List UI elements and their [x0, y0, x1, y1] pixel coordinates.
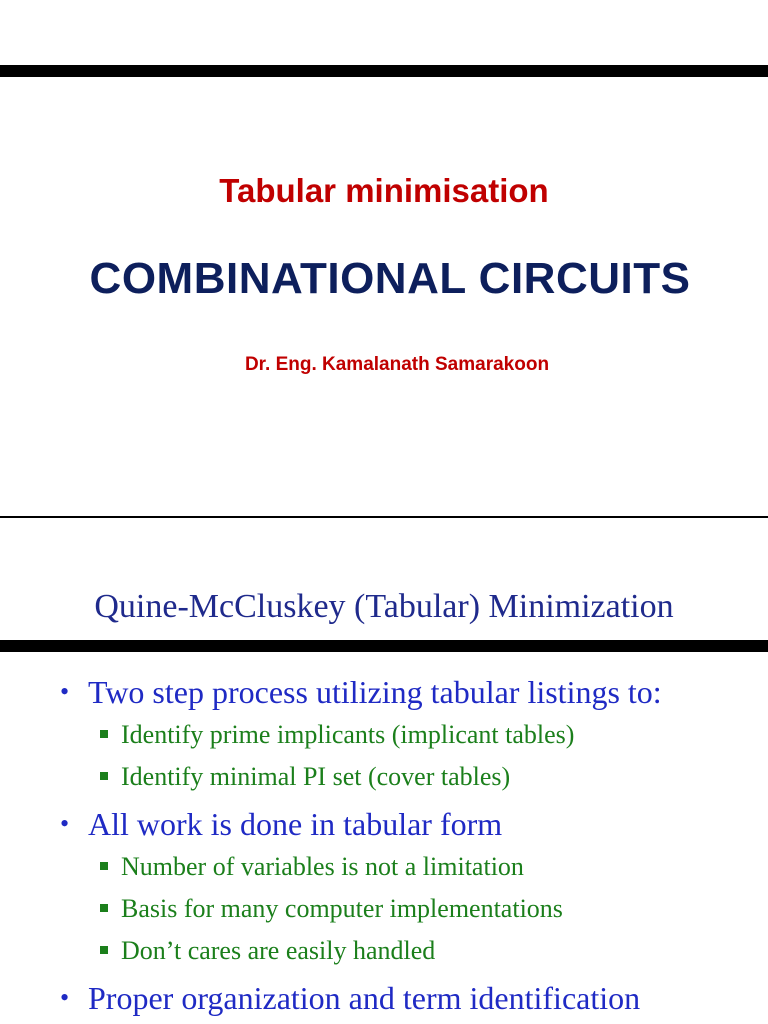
square-bullet-icon: [100, 904, 108, 912]
sub-bullet-item: [0, 846, 768, 888]
sub-bullet-text: Basis for many computer implementations: [121, 894, 563, 923]
sub-bullet-text: Identify prime implicants (implicant tables): [121, 720, 575, 749]
sub-bullet-item: [0, 756, 768, 798]
top-rule: [0, 65, 768, 77]
title-rule: [0, 640, 768, 652]
bullet-item: [0, 802, 768, 846]
sub-bullet-item: [0, 930, 768, 972]
slide-title: COMBINATIONAL CIRCUITS: [89, 254, 691, 303]
slide-subtitle: Tabular minimisation: [219, 172, 549, 209]
author-name: Dr. Eng. Kamalanath Samarakoon: [244, 354, 550, 375]
square-bullet-icon: [100, 946, 108, 954]
bullet-list: [0, 670, 768, 1020]
bullet-dot-icon: •: [60, 983, 70, 1012]
bullet-item: [0, 670, 768, 714]
bullet-dot-icon: •: [60, 809, 70, 838]
sub-bullet-text: Number of variables is not a limitation: [121, 852, 524, 881]
slide-divider: [0, 516, 768, 518]
slide2-title: Quine-McCluskey (Tabular) Minimization: [94, 588, 674, 625]
sub-bullet-item: [0, 714, 768, 756]
square-bullet-icon: [100, 772, 108, 780]
bullet-item: [0, 976, 768, 1020]
sub-bullet-text: Don’t cares are easily handled: [121, 936, 436, 965]
square-bullet-icon: [100, 862, 108, 870]
square-bullet-icon: [100, 730, 108, 738]
bullet-text: All work is done in tabular form: [88, 806, 503, 842]
sub-bullet-item: [0, 888, 768, 930]
sub-bullet-text: Identify minimal PI set (cover tables): [121, 762, 511, 791]
bullet-dot-icon: •: [60, 677, 70, 706]
bullet-text: Proper organization and term identification: [88, 980, 641, 1016]
bullet-text: Two step process utilizing tabular listings to:: [88, 674, 662, 710]
